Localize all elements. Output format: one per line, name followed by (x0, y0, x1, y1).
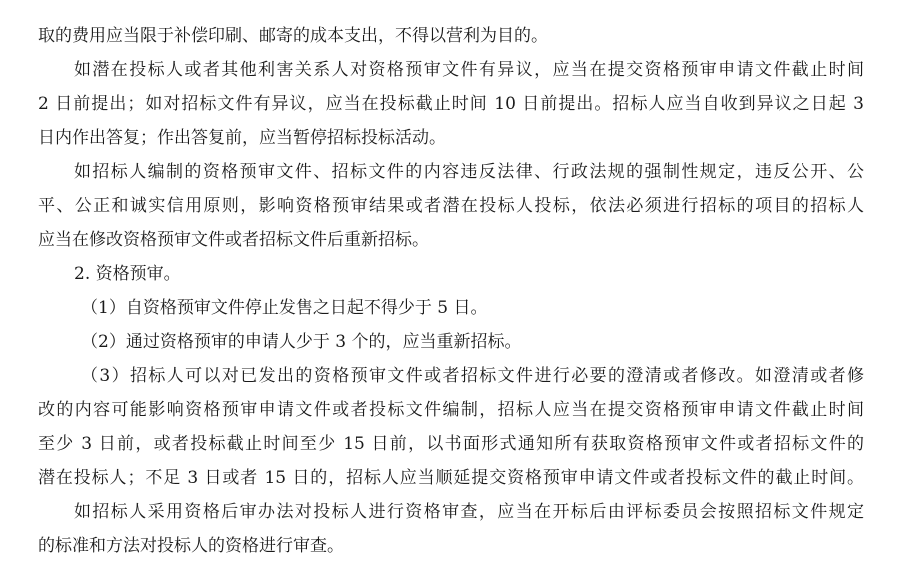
list-item: （2）通过资格预审的申请人少于 3 个的，应当重新招标。 (81, 332, 522, 352)
text-line: 潜在投标人；不足 3 日或者 15 日的，招标人应当顺延提交资格预审申请文件或者投标文件的截止时间。 (38, 468, 864, 488)
text-line: 改的内容可能影响资格预审申请文件或者投标文件编制，招标人应当在提交资格预审申请文件截止时间 (38, 400, 864, 420)
text-line: 日内作出答复；作出答复前，应当暂停招标投标活动。 (38, 128, 446, 148)
text-line: 的标准和方法对投标人的资格进行审查。 (38, 536, 344, 556)
text-line: 2 日前提出；如对招标文件有异议，应当在投标截止时间 10 日前提出。招标人应当自收到异议之日起 3 (38, 94, 864, 114)
text-line: 如招标人编制的资格预审文件、招标文件的内容违反法律、行政法规的强制性规定，违反公开、公 (74, 162, 864, 182)
text-line: 应当在修改资格预审文件或者招标文件后重新招标。 (38, 230, 429, 250)
text-line: 至少 3 日前，或者投标截止时间至少 15 日前，以书面形式通知所有获取资格预审文件或者招标文件的 (38, 434, 864, 454)
text-line: 平、公正和诚实信用原则，影响资格预审结果或者潜在投标人投标，依法必须进行招标的项目的招标人 (38, 196, 864, 216)
section-heading: 2. 资格预审。 (74, 264, 181, 284)
text-line: 取的费用应当限于补偿印刷、邮寄的成本支出，不得以营利为目的。 (38, 26, 548, 46)
text-line: 如潜在投标人或者其他利害关系人对资格预审文件有异议，应当在提交资格预审申请文件截止时间 (74, 60, 864, 80)
text-line: 如招标人采用资格后审办法对投标人进行资格审查，应当在开标后由评标委员会按照招标文件规定 (74, 502, 864, 522)
list-item: （1）自资格预审文件停止发售之日起不得少于 5 日。 (81, 298, 488, 318)
list-item: （3）招标人可以对已发出的资格预审文件或者招标文件进行必要的澄清或者修改。如澄清或者修 (81, 366, 864, 386)
